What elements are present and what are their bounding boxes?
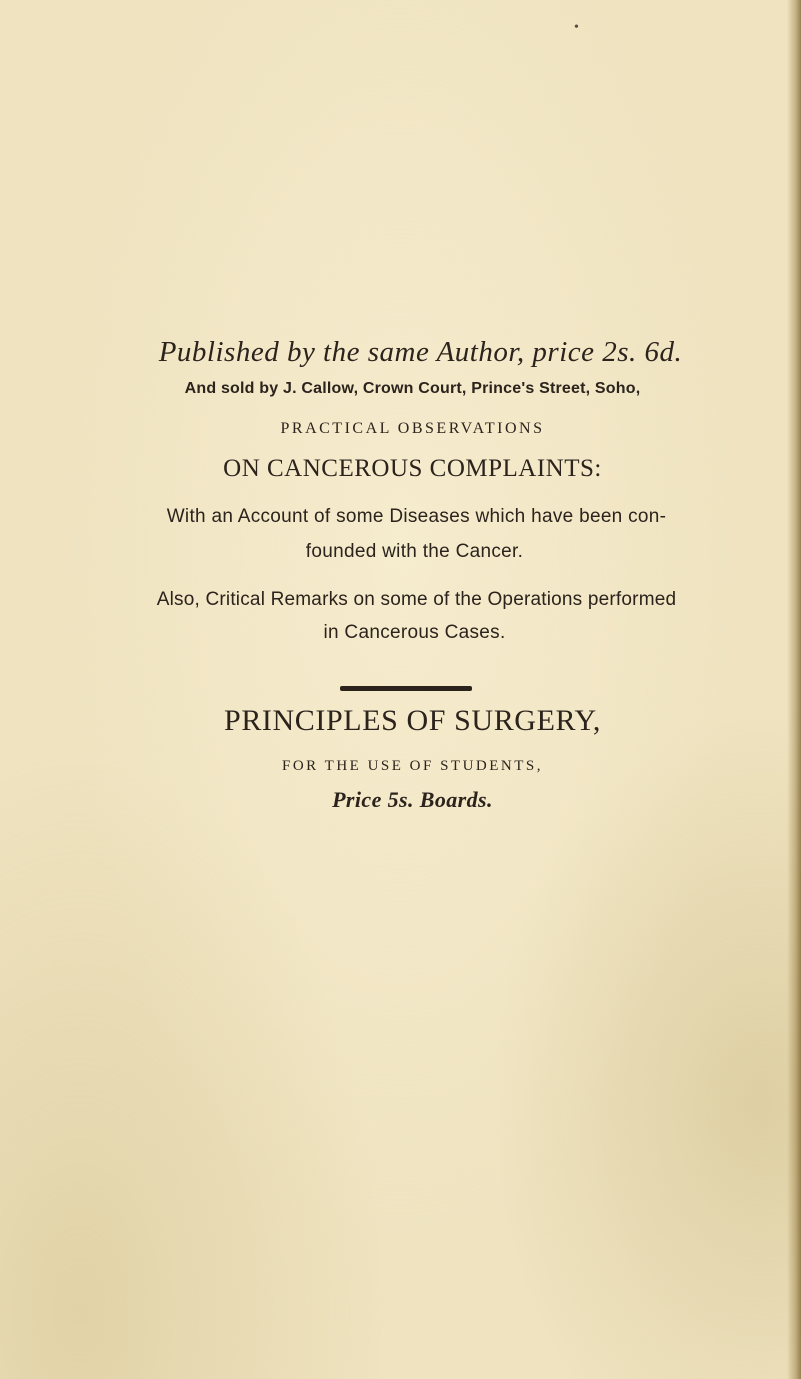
first-work-description-line-1: With an Account of some Diseases which have been con- bbox=[166, 506, 667, 527]
second-work-price: Price 5s. Boards. bbox=[332, 787, 493, 812]
page-mark: • bbox=[574, 20, 579, 35]
second-work-subtitle: FOR THE USE OF STUDENTS, bbox=[282, 758, 543, 774]
first-work-subtitle: PRACTICAL OBSERVATIONS bbox=[280, 420, 545, 437]
published-heading: Published by the same Author, price 2s. 6d. bbox=[158, 336, 683, 368]
first-work-remarks-line-2: in Cancerous Cases. bbox=[323, 622, 506, 643]
section-divider-rule bbox=[340, 686, 472, 691]
page-edge-shadow bbox=[787, 0, 801, 1379]
sold-by-line: And sold by J. Callow, Crown Court, Prince's Street, Soho, bbox=[184, 380, 641, 397]
first-work-remarks-line-1: Also, Critical Remarks on some of the Operations performed bbox=[156, 589, 677, 610]
first-work-description-line-2: founded with the Cancer. bbox=[305, 541, 524, 562]
second-work-title: PRINCIPLES OF SURGERY, bbox=[224, 704, 601, 737]
first-work-title: ON CANCEROUS COMPLAINTS: bbox=[223, 455, 602, 482]
